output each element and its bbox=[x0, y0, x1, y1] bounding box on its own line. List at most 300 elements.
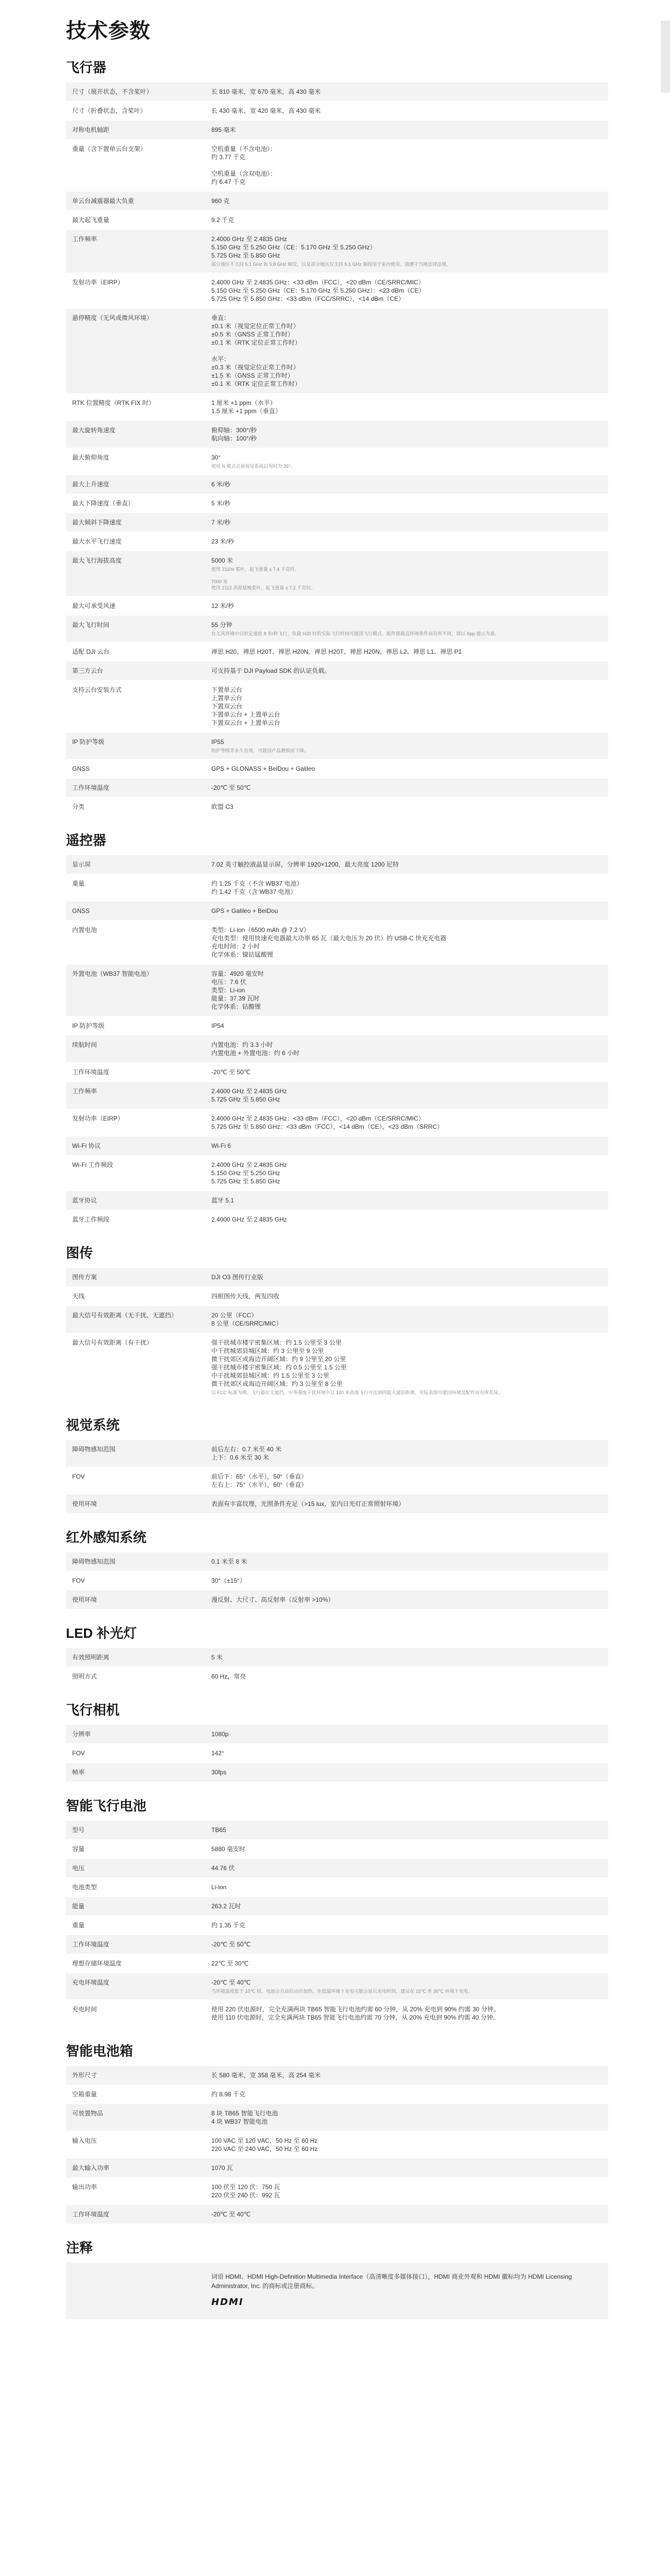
spec-label: RTK 位置精度（RTK FIX 时） bbox=[72, 399, 155, 406]
spec-value-text: 1 厘米 +1 ppm（水平） 1.5 厘米 +1 ppm（垂直） bbox=[211, 399, 281, 415]
spec-row bbox=[66, 448, 608, 475]
spec-row bbox=[66, 532, 608, 551]
spec-value-text: 5000 米 bbox=[211, 557, 233, 564]
spec-row bbox=[66, 1306, 608, 1333]
spec-label: 容量 bbox=[72, 1845, 85, 1853]
spec-value-text: 23 米/秒 bbox=[211, 538, 234, 545]
spec-value bbox=[205, 902, 608, 920]
spec-label: IP 防护等级 bbox=[72, 738, 105, 745]
spec-value-text: 6 米/秒 bbox=[211, 481, 231, 488]
spec-row bbox=[66, 1916, 608, 1935]
spec-label: 最大信号有效距离（无干扰、无遮挡） bbox=[72, 1312, 178, 1319]
spec-value bbox=[205, 1137, 608, 1155]
spec-value-text: 约 1.35 千克 bbox=[211, 1922, 246, 1929]
spec-section bbox=[66, 830, 608, 1229]
spec-label: 型号 bbox=[72, 1826, 85, 1834]
section-title: 视觉系统 bbox=[66, 1417, 120, 1433]
spec-row bbox=[66, 1063, 608, 1082]
spec-value-text: -20℃ 至 50℃ bbox=[211, 784, 251, 791]
spec-value bbox=[205, 759, 608, 778]
spec-value bbox=[205, 1333, 608, 1401]
spec-footnote: 部分地区不支持 5.1 GHz 和 5.8 GHz 频段，以及部分地区仅支持 5.1 GHz 频段用于室内使用，请遵守当地法律法规。 bbox=[211, 262, 451, 267]
spec-label: 使用环境 bbox=[72, 1500, 97, 1507]
spec-value bbox=[205, 2205, 608, 2224]
spec-value bbox=[205, 1973, 608, 1999]
spec-label: 最大俯仰角度 bbox=[72, 454, 110, 461]
spec-row bbox=[66, 1156, 608, 1191]
spec-value-text: 类型：Li-ion（6500 mAh @ 7.2 V） 充电类型：使用快速充电器最大功率 65 瓦（最大电压为 20 伏）的 USB-C 快充充电器 充电时间：2 小时 化学体系：镍钴锰酸锂 bbox=[211, 926, 447, 958]
spec-value-text: Li-ion bbox=[211, 1884, 227, 1891]
spec-value-text: 表面有丰富纹理，光照条件充足（>15 lux，室内日光灯正常照射环境） bbox=[211, 1500, 405, 1507]
spec-label: 显示屏 bbox=[72, 861, 91, 868]
hdmi-logo: HDMI bbox=[211, 2297, 244, 2308]
spec-value bbox=[205, 1744, 608, 1762]
spec-value-text: 前后下：65°（水平），50°（垂直） 左右上：75°（水平），60°（垂直） bbox=[211, 1473, 308, 1488]
spec-value-text: 下置单云台 上置单云台 下置双云台 下置单云台 + 上置单云台 下置双云台 + 上置单云台 bbox=[211, 686, 280, 726]
spec-value-text: 44.76 伏 bbox=[211, 1865, 235, 1872]
spec-value bbox=[205, 1191, 608, 1210]
spec-value bbox=[205, 798, 608, 816]
spec-row bbox=[66, 855, 608, 874]
spec-value bbox=[205, 494, 608, 513]
spec-value-text: -20℃ 至 40℃ bbox=[211, 2211, 251, 2218]
spec-value-text: 空机重量（不含电池）： 约 3.77 千克 空机重量（含双电池）： 约 6.47 千克 bbox=[211, 145, 277, 185]
spec-label: 悬停精度（无风或微风环境） bbox=[72, 314, 153, 321]
spec-value bbox=[205, 421, 608, 448]
spec-row bbox=[66, 759, 608, 778]
section-title: 红外感知系统 bbox=[66, 1530, 147, 1545]
spec-label: 重量 bbox=[72, 1922, 85, 1929]
spec-value bbox=[205, 1878, 608, 1896]
spec-row bbox=[66, 662, 608, 681]
spec-row bbox=[66, 140, 608, 192]
spec-label: 尺寸（展开状态，不含桨叶） bbox=[72, 88, 153, 95]
spec-row bbox=[66, 1495, 608, 1514]
spec-label: 空箱重量 bbox=[72, 2091, 97, 2098]
spec-value bbox=[205, 733, 608, 759]
spec-row bbox=[66, 778, 608, 798]
spec-label: 尺寸（折叠状态，含桨叶） bbox=[72, 107, 147, 114]
spec-section bbox=[66, 57, 608, 817]
spec-value-text: 0.1 米至 8 米 bbox=[211, 1558, 247, 1565]
spec-section bbox=[66, 1623, 608, 1686]
spec-row bbox=[66, 1440, 608, 1467]
spec-value bbox=[205, 1954, 608, 1973]
spec-label: 最大倾斜下降速度 bbox=[72, 519, 122, 526]
spec-row bbox=[66, 1137, 608, 1156]
spec-label: 工作环境温度 bbox=[72, 1069, 110, 1076]
spec-value bbox=[205, 1763, 608, 1782]
spec-section bbox=[66, 1795, 608, 2027]
spec-value-text: 欧盟 C3 bbox=[211, 803, 233, 810]
spec-value-text: 1070 瓦 bbox=[211, 2164, 233, 2172]
spec-value-text: 1080p bbox=[211, 1731, 229, 1738]
spec-value-text: 可支持基于 DJI Payload SDK 的认证负载。 bbox=[211, 667, 331, 674]
spec-label: 输出功率 bbox=[72, 2183, 97, 2191]
spec-value bbox=[205, 82, 608, 101]
spec-row bbox=[66, 2085, 608, 2104]
spec-value-text: 12 米/秒 bbox=[211, 602, 234, 609]
section-title: 遥控器 bbox=[66, 833, 107, 848]
spec-label: 电池类型 bbox=[72, 1884, 97, 1891]
spec-row bbox=[66, 230, 608, 273]
spec-label: 可放置物品 bbox=[72, 2110, 104, 2117]
spec-label: 蓝牙工作频段 bbox=[72, 1216, 110, 1223]
spec-value-text: 55 分钟 bbox=[211, 621, 232, 629]
side-feedback-tab[interactable] bbox=[661, 21, 670, 93]
spec-label: 最大起飞重量 bbox=[72, 216, 110, 224]
notes-text: 词语 HDMI、HDMI High-Definition Multimedia Interface（高清晰度多媒体接口），HDMI 商业外观和 HDMI 徽标均为 HDMI Licensing Administrator, Inc. 的商标或注册商标。 bbox=[211, 2273, 572, 2290]
spec-row bbox=[66, 211, 608, 230]
spec-value-text: 约 8.98 千克 bbox=[211, 2091, 246, 2098]
spec-value-text: 142° bbox=[211, 1750, 224, 1757]
section-title: 智能电池箱 bbox=[66, 2043, 133, 2059]
spec-row bbox=[66, 1667, 608, 1686]
spec-value-text: DJI O3 图传行业版 bbox=[211, 1274, 263, 1281]
spec-row bbox=[66, 1954, 608, 1973]
spec-value-text: 内置电池：约 3.3 小时 内置电池 + 外置电池：约 6 小时 bbox=[211, 1041, 300, 1057]
spec-value-text: 长 580 毫米，宽 358 毫米，高 254 毫米 bbox=[211, 2072, 321, 2079]
spec-label: 分辨率 bbox=[72, 1731, 91, 1738]
spec-value bbox=[205, 1082, 608, 1109]
spec-label: 发射功率（EIRP） bbox=[72, 1115, 124, 1122]
spec-row bbox=[66, 1973, 608, 2000]
spec-value bbox=[205, 2131, 608, 2158]
spec-value bbox=[205, 1156, 608, 1191]
page-title: 技术参数 bbox=[66, 20, 150, 42]
spec-value bbox=[205, 2000, 608, 2027]
spec-label: 帧率 bbox=[72, 1769, 85, 1776]
spec-footnote: 防护等级非永久有效，可能因产品磨损而下降。 bbox=[211, 748, 309, 753]
spec-value bbox=[205, 1821, 608, 1839]
spec-label: 最大信号有效距离（有干扰） bbox=[72, 1339, 153, 1346]
spec-value bbox=[205, 211, 608, 229]
spec-label: 适配 DJI 云台 bbox=[72, 648, 110, 655]
spec-row bbox=[66, 2131, 608, 2159]
spec-footnote: 当环境温度低于 10℃ 时，电池会自动启动自加热，在低温环境下充电可能会延长充电时间，建议在 15℃ 至 35℃ 环境下充电。 bbox=[211, 1989, 473, 1994]
spec-value-text: TB65 bbox=[211, 1826, 226, 1834]
spec-row bbox=[66, 964, 608, 1016]
spec-label: 蓝牙协议 bbox=[72, 1197, 97, 1204]
spec-row bbox=[66, 421, 608, 448]
spec-value-text: 5 米/秒 bbox=[211, 500, 231, 507]
spec-label: 工作环境温度 bbox=[72, 1941, 110, 1948]
spec-value bbox=[205, 1210, 608, 1229]
notes-section bbox=[66, 2238, 608, 2319]
spec-value-text: 2.4000 GHz 至 2.4835 GHz：<33 dBm（FCC），<20 dBm（CE/SRRC/MIC） 5.725 GHz 至 5.850 GHz：<33 dBm（FCC），<14 dBm（CE），<23 dBm（SRRC） bbox=[211, 1115, 443, 1130]
spec-label: Wi-Fi 工作频段 bbox=[72, 1161, 113, 1168]
notes-title: 注释 bbox=[66, 2240, 93, 2256]
spec-value bbox=[205, 1287, 608, 1306]
spec-value bbox=[205, 616, 608, 642]
spec-row bbox=[66, 2178, 608, 2205]
spec-value bbox=[205, 101, 608, 120]
spec-row bbox=[66, 874, 608, 902]
spec-label: 有效照明距离 bbox=[72, 1654, 110, 1661]
spec-value bbox=[205, 1590, 608, 1609]
spec-row bbox=[66, 394, 608, 421]
spec-row bbox=[66, 273, 608, 309]
spec-footnote: 在无风环境中以恒定速度 8 米/秒飞行，负载 H20 时的实际飞行时间可能因飞行模式、配件搭载及环境条件而有所不同，请以 App 提示为准。 bbox=[211, 631, 500, 636]
spec-row bbox=[66, 616, 608, 642]
spec-value bbox=[205, 1840, 608, 1858]
spec-row bbox=[66, 475, 608, 494]
spec-value bbox=[205, 192, 608, 210]
spec-value-text: 2.4000 GHz 至 2.4835 GHz 5.725 GHz 至 5.850 GHz bbox=[211, 1088, 287, 1103]
spec-row bbox=[66, 1191, 608, 1210]
spec-row bbox=[66, 551, 608, 597]
spec-label: 工作频率 bbox=[72, 235, 97, 243]
spec-row bbox=[66, 733, 608, 759]
spec-label: 最大旋转角速度 bbox=[72, 427, 116, 434]
spec-row bbox=[66, 1590, 608, 1609]
spec-value bbox=[205, 1440, 608, 1467]
spec-value-text: GPS + GLONASS + BeiDou + Galileo bbox=[211, 765, 315, 772]
spec-label: 外置电池（WB37 智能电池） bbox=[72, 970, 153, 977]
spec-row bbox=[66, 1210, 608, 1229]
spec-value bbox=[205, 778, 608, 797]
spec-value bbox=[205, 1306, 608, 1333]
spec-label: 能量 bbox=[72, 1903, 85, 1910]
spec-row bbox=[66, 1082, 608, 1109]
spec-value bbox=[205, 448, 608, 474]
spec-value-text: 100 VAC 至 120 VAC，50 Hz 至 60 Hz 220 VAC 至 240 VAC，50 Hz 至 60 Hz bbox=[211, 2137, 318, 2153]
spec-value-text: 5 米 bbox=[211, 1654, 223, 1661]
spec-row bbox=[66, 2066, 608, 2085]
spec-value-text: 30°（±15°） bbox=[211, 1577, 246, 1584]
spec-value-text: 60 Hz，常亮 bbox=[211, 1673, 246, 1680]
spec-value-text: 7 米/秒 bbox=[211, 519, 231, 526]
spec-label: 理想存储环境温度 bbox=[72, 1960, 122, 1967]
spec-row bbox=[66, 1036, 608, 1063]
spec-value-text: 20 公里（FCC） 8 公里（CE/SRRC/MIC） bbox=[211, 1312, 282, 1327]
spec-row bbox=[66, 1552, 608, 1571]
spec-value bbox=[205, 855, 608, 874]
spec-value bbox=[205, 513, 608, 532]
spec-label: 工作环境温度 bbox=[72, 784, 110, 791]
spec-label: 第三方云台 bbox=[72, 667, 104, 674]
spec-row bbox=[66, 1109, 608, 1137]
spec-section bbox=[66, 1527, 608, 1609]
spec-section bbox=[66, 1243, 608, 1401]
spec-value bbox=[205, 1935, 608, 1954]
spec-row bbox=[66, 1897, 608, 1916]
spec-label: 工作环境温度 bbox=[72, 2211, 110, 2218]
spec-value-text: 四根图传天线，两发四收 bbox=[211, 1293, 280, 1300]
spec-row bbox=[66, 1763, 608, 1782]
spec-value-text: Wi-Fi 6 bbox=[211, 1142, 231, 1149]
spec-value bbox=[205, 121, 608, 139]
spec-row bbox=[66, 1878, 608, 1897]
spec-label: 障碍物感知范围 bbox=[72, 1446, 116, 1453]
spec-label: 最大下降速度（垂直） bbox=[72, 500, 135, 507]
spec-row bbox=[66, 1744, 608, 1763]
spec-label: 最大输入功率 bbox=[72, 2164, 110, 2172]
spec-label: 重量 bbox=[72, 880, 85, 887]
spec-value bbox=[205, 1268, 608, 1286]
spec-label: 天线 bbox=[72, 1293, 85, 1300]
spec-value-text: 100 伏至 120 伏：750 瓦 220 伏至 240 伏：992 瓦 bbox=[211, 2183, 280, 2199]
spec-row bbox=[66, 192, 608, 211]
spec-value-text: 俯仰轴：300°/秒 航向轴：100°/秒 bbox=[211, 427, 257, 442]
spec-label: 支持云台安装方式 bbox=[72, 686, 122, 693]
spec-value-text: 2.4000 GHz 至 2.4835 GHz：<33 dBm（FCC），<20 dBm（CE/SRRC/MIC） 5.150 GHz 至 5.250 GHz（CE：5.170 GHz 至 5.250 GHz）：<23 dBm（CE） 5.725 GHz 至 5.850 GHz：<33 dBm（FCC/SRRC），<14 dBm（CE） bbox=[211, 279, 425, 302]
spec-value bbox=[205, 964, 608, 1016]
spec-value-text: -20℃ 至 40℃ bbox=[211, 1979, 251, 1986]
spec-value bbox=[205, 532, 608, 551]
spec-value-text: 前后左右：0.7 米至 40 米 上下：0.6 米至 30 米 bbox=[211, 1446, 282, 1461]
spec-row bbox=[66, 2000, 608, 2027]
spec-value bbox=[205, 2066, 608, 2084]
spec-value-text: 895 毫米 bbox=[211, 126, 236, 133]
spec-row bbox=[66, 2205, 608, 2224]
spec-value bbox=[205, 597, 608, 615]
spec-value bbox=[205, 1571, 608, 1590]
spec-value bbox=[205, 394, 608, 420]
spec-row bbox=[66, 1725, 608, 1744]
spec-label: FOV bbox=[72, 1577, 85, 1584]
spec-value-text: 2.4000 GHz 至 2.4835 GHz 5.150 GHz 至 5.250 GHz（CE：5.170 GHz 至 5.250 GHz） 5.725 GHz 至 5.850 GHz bbox=[211, 235, 376, 259]
spec-label: 最大飞行时间 bbox=[72, 621, 110, 629]
spec-label: 照明方式 bbox=[72, 1673, 97, 1680]
spec-value-text: 5880 毫安时 bbox=[211, 1845, 246, 1853]
spec-value bbox=[205, 1109, 608, 1136]
spec-label: 充电环境温度 bbox=[72, 1979, 110, 1986]
section-title: 飞行器 bbox=[66, 60, 107, 75]
spec-value-text: 7.02 英寸触控液晶显示屏，分辨率 1920×1200，最大亮度 1200 尼特 bbox=[211, 861, 399, 868]
spec-value-text: -20℃ 至 50℃ bbox=[211, 1941, 251, 1948]
spec-section bbox=[66, 1415, 608, 1514]
spec-row bbox=[66, 1648, 608, 1667]
spec-label: 单云台减震器最大负重 bbox=[72, 197, 135, 205]
spec-value bbox=[205, 1552, 608, 1571]
spec-label: GNSS bbox=[72, 907, 90, 914]
spec-row bbox=[66, 494, 608, 513]
spec-row bbox=[66, 1935, 608, 1954]
spec-value bbox=[205, 309, 608, 393]
spec-value bbox=[205, 1725, 608, 1743]
spec-section bbox=[66, 1700, 608, 1782]
spec-value bbox=[205, 1036, 608, 1062]
spec-label: FOV bbox=[72, 1473, 85, 1480]
spec-value-text: 禅思 H20、禅思 H20T、禅思 H20N、禅思 H20T、禅思 H20N、禅思 L2、禅思 L1、禅思 P1 bbox=[211, 648, 462, 655]
section-title: LED 补光灯 bbox=[66, 1625, 137, 1641]
spec-value-text: 使用 220 伏电源时，完全充满两块 TB65 智能飞行电池约需 60 分钟，从 20% 充电到 90% 约需 30 分钟。 使用 110 伏电源时，完全充满两块 TB65 智能飞行电池约需 70 分钟，从 20% 充电到 90% 约需 40 分钟。 bbox=[211, 2006, 500, 2021]
spec-value-text: 8 块 TB65 智能飞行电池 4 块 WB37 智能电池 bbox=[211, 2110, 278, 2125]
spec-label: 分类 bbox=[72, 803, 85, 810]
spec-value-text: 960 克 bbox=[211, 197, 230, 205]
spec-label: 工作频率 bbox=[72, 1088, 97, 1095]
spec-value bbox=[205, 2085, 608, 2104]
spec-footnote: 以 FCC 标准为例，飞行器在无遮挡、中等强度干扰环境中以 120 米高度飞行可达到的最大通信距离，实际表现可能因环境及配件而有所差异。 bbox=[211, 1390, 503, 1395]
spec-row bbox=[66, 597, 608, 616]
spec-footnote: 使用 2110s 桨叶，起飞重量 ≤ 7.4 千克时。 7000 米 使用 2112 高原低噪桨叶，起飞重量 ≤ 7.2 千克时。 bbox=[211, 567, 316, 590]
spec-value bbox=[205, 1897, 608, 1916]
spec-value bbox=[205, 1916, 608, 1935]
spec-row bbox=[66, 1467, 608, 1495]
spec-value-text: GPS + Galileo + BeiDou bbox=[211, 907, 278, 914]
spec-row bbox=[66, 121, 608, 140]
spec-value bbox=[205, 1467, 608, 1494]
spec-label: 障碍物感知范围 bbox=[72, 1558, 116, 1565]
spec-label: 图传方案 bbox=[72, 1274, 97, 1281]
spec-label: 内置电池 bbox=[72, 926, 97, 934]
spec-value-text: 9.2 千克 bbox=[211, 216, 234, 224]
spec-value bbox=[205, 140, 608, 191]
spec-value-text: IP55 bbox=[211, 738, 224, 745]
spec-row bbox=[66, 1333, 608, 1401]
spec-row bbox=[66, 1859, 608, 1878]
spec-footnote: 使用 N 模式且前视觉系统启用时为 25°。 bbox=[211, 464, 295, 469]
spec-row bbox=[66, 513, 608, 532]
spec-label: 重量（含下置单云台支架） bbox=[72, 145, 147, 152]
spec-row bbox=[66, 82, 608, 101]
spec-value bbox=[205, 1495, 608, 1513]
spec-value-text: 长 810 毫米，宽 670 毫米，高 430 毫米 bbox=[211, 88, 321, 95]
spec-value bbox=[205, 1016, 608, 1035]
notes-box bbox=[66, 2263, 608, 2319]
spec-row bbox=[66, 642, 608, 662]
spec-label: 电压 bbox=[72, 1865, 85, 1872]
spec-row bbox=[66, 1287, 608, 1306]
spec-value bbox=[205, 551, 608, 596]
spec-row bbox=[66, 2104, 608, 2131]
spec-value bbox=[205, 2159, 608, 2177]
spec-row bbox=[66, 902, 608, 921]
spec-row bbox=[66, 1821, 608, 1840]
spec-value bbox=[205, 642, 608, 661]
spec-value bbox=[205, 681, 608, 732]
section-title: 飞行相机 bbox=[66, 1702, 120, 1718]
spec-value-text: 2.4000 GHz 至 2.4835 GHz bbox=[211, 1216, 287, 1223]
spec-value-text: 263.2 瓦时 bbox=[211, 1903, 241, 1910]
section-title: 图传 bbox=[66, 1245, 93, 1261]
spec-row bbox=[66, 2159, 608, 2178]
spec-value-text: IP54 bbox=[211, 1022, 224, 1029]
spec-value bbox=[205, 921, 608, 964]
spec-value-text: -20℃ 至 50℃ bbox=[211, 1069, 251, 1076]
spec-value bbox=[205, 230, 608, 273]
spec-value-text: 30fps bbox=[211, 1769, 227, 1776]
spec-label: GNSS bbox=[72, 765, 90, 772]
spec-label: FOV bbox=[72, 1750, 85, 1757]
spec-value bbox=[205, 273, 608, 308]
spec-value-text: 漫反射、大尺寸、高反射率（反射率 >10%） bbox=[211, 1596, 334, 1603]
spec-sections bbox=[66, 57, 608, 2224]
spec-value bbox=[205, 1063, 608, 1081]
spec-row bbox=[66, 101, 608, 121]
spec-label: 使用环境 bbox=[72, 1596, 97, 1603]
spec-section bbox=[66, 2041, 608, 2224]
spec-value bbox=[205, 1648, 608, 1667]
spec-value-text: 长 430 毫米，宽 420 毫米，高 430 毫米 bbox=[211, 107, 321, 114]
spec-label: 输入电压 bbox=[72, 2137, 97, 2144]
spec-value bbox=[205, 662, 608, 680]
spec-row bbox=[66, 798, 608, 817]
section-title: 智能飞行电池 bbox=[66, 1798, 147, 1814]
spec-row bbox=[66, 1268, 608, 1287]
spec-label: 最大水平飞行速度 bbox=[72, 538, 122, 545]
spec-label: 续航时间 bbox=[72, 1041, 97, 1048]
spec-row bbox=[66, 1571, 608, 1590]
spec-row bbox=[66, 1840, 608, 1859]
spec-value bbox=[205, 1859, 608, 1877]
spec-label: 最大飞行海拔高度 bbox=[72, 557, 122, 564]
spec-value bbox=[205, 2178, 608, 2205]
spec-value-text: 2.4000 GHz 至 2.4835 GHz 5.150 GHz 至 5.250 GHz 5.725 GHz 至 5.850 GHz bbox=[211, 1161, 287, 1185]
spec-row bbox=[66, 1016, 608, 1036]
spec-label: 发射功率（EIRP） bbox=[72, 279, 124, 286]
